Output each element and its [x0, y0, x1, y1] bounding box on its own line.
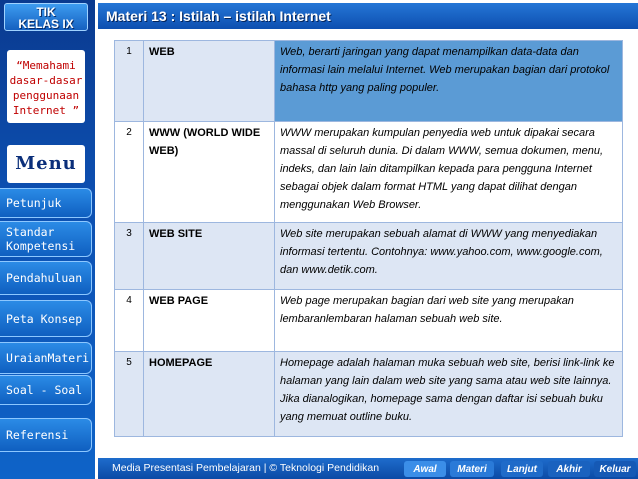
term-cell: WEB	[144, 41, 275, 122]
nav-item-label: Referensi	[6, 428, 69, 442]
quote-line: “Memahami	[16, 59, 76, 72]
nav-item-soal-soal[interactable]	[0, 375, 92, 405]
row-number: 5	[115, 352, 144, 437]
nav-item-peta-konsep[interactable]	[0, 300, 92, 337]
quote-box	[7, 50, 85, 123]
nav-item-label: Petunjuk	[6, 196, 62, 210]
tik-logo	[4, 3, 88, 31]
sidebar	[0, 0, 95, 479]
table-row	[115, 290, 623, 352]
description-cell: WWW merupakan kumpulan penyedia web untuk dipakai secara massal di seluruh dunia. Di dalam WWW, semua dokumen, menu, indeks, dan lain lain ditampilkan kepada para pengguna Internet sebagai objek dalam format HTML yang dapat dilihat dengan menggunakan Web Browser.	[275, 122, 623, 223]
keluar-button[interactable]: Keluar	[594, 461, 636, 477]
nav-item-standar-kompetensi[interactable]	[0, 221, 92, 257]
quote-line: penggunaan	[12, 89, 80, 102]
description-cell: Homepage adalah halaman muka sebuah web site, berisi link-link ke halaman yang lain dalam web site yang sama atau web site lainnya. Jika dianalogikan, homepage sama dengan daftar isi sebuah buku yang memuat outline buku.	[275, 352, 623, 437]
description-cell: Web page merupakan bagian dari web site yang merupakan lembaranlembaran halaman sebuah web site.	[275, 290, 623, 352]
description-cell: Web, berarti jaringan yang dapat menampilkan data-data dan informasi lain melalui Internet. Web merupakan bagian dari protokol bahasa http yang paling populer.	[275, 41, 623, 122]
menu-title: Menu	[7, 145, 85, 183]
row-number: 3	[115, 223, 144, 290]
table-row	[115, 41, 623, 122]
table-row	[115, 352, 623, 437]
nav-item-label: Kompetensi	[6, 239, 76, 253]
description-cell: Web site merupakan sebuah alamat di WWW yang menyediakan informasi tertentu. Contohnya: www.yahoo.com, www.google.com, dan www.detik.com.	[275, 223, 623, 290]
nav-item-label: UraianMateri	[6, 351, 90, 365]
quote-line: dasar-dasar	[9, 74, 83, 87]
logo-line1: TIK	[36, 5, 56, 19]
logo-line2: KELAS IX	[18, 17, 74, 31]
awal-button[interactable]: Awal	[404, 461, 446, 477]
row-number: 4	[115, 290, 144, 352]
term-cell: WEB PAGE	[144, 290, 275, 352]
footer-credit: Media Presentasi Pembelajaran | © Teknologi Pendidikan	[112, 462, 380, 474]
page-title: Materi 13 : Istilah – istilah Internet	[106, 8, 331, 24]
table-row	[115, 122, 623, 223]
row-number: 1	[115, 41, 144, 122]
terms-table	[114, 40, 623, 437]
nav-item-label: Peta Konsep	[6, 311, 83, 326]
akhir-button[interactable]: Akhir	[548, 461, 590, 477]
lanjut-button[interactable]: Lanjut	[501, 461, 543, 477]
row-number: 2	[115, 122, 144, 223]
title-bar	[98, 3, 638, 29]
nav-item-label: Standar	[6, 225, 55, 239]
nav-item-label: Soal - Soal	[6, 383, 83, 397]
term-cell: WWW (WORLD WIDE WEB)	[144, 122, 275, 223]
quote-line: Internet ”	[12, 104, 80, 117]
materi-button[interactable]: Materi	[450, 461, 494, 477]
nav-item-uraian-materi[interactable]	[0, 342, 92, 374]
table-row	[115, 223, 623, 290]
term-cell: HOMEPAGE	[144, 352, 275, 437]
term-cell: WEB SITE	[144, 223, 275, 290]
footer-bar	[98, 458, 638, 479]
nav-item-pendahuluan[interactable]	[0, 261, 92, 295]
nav-item-petunjuk[interactable]	[0, 188, 92, 218]
nav-item-referensi[interactable]	[0, 418, 92, 452]
nav-item-label: Pendahuluan	[6, 271, 83, 285]
